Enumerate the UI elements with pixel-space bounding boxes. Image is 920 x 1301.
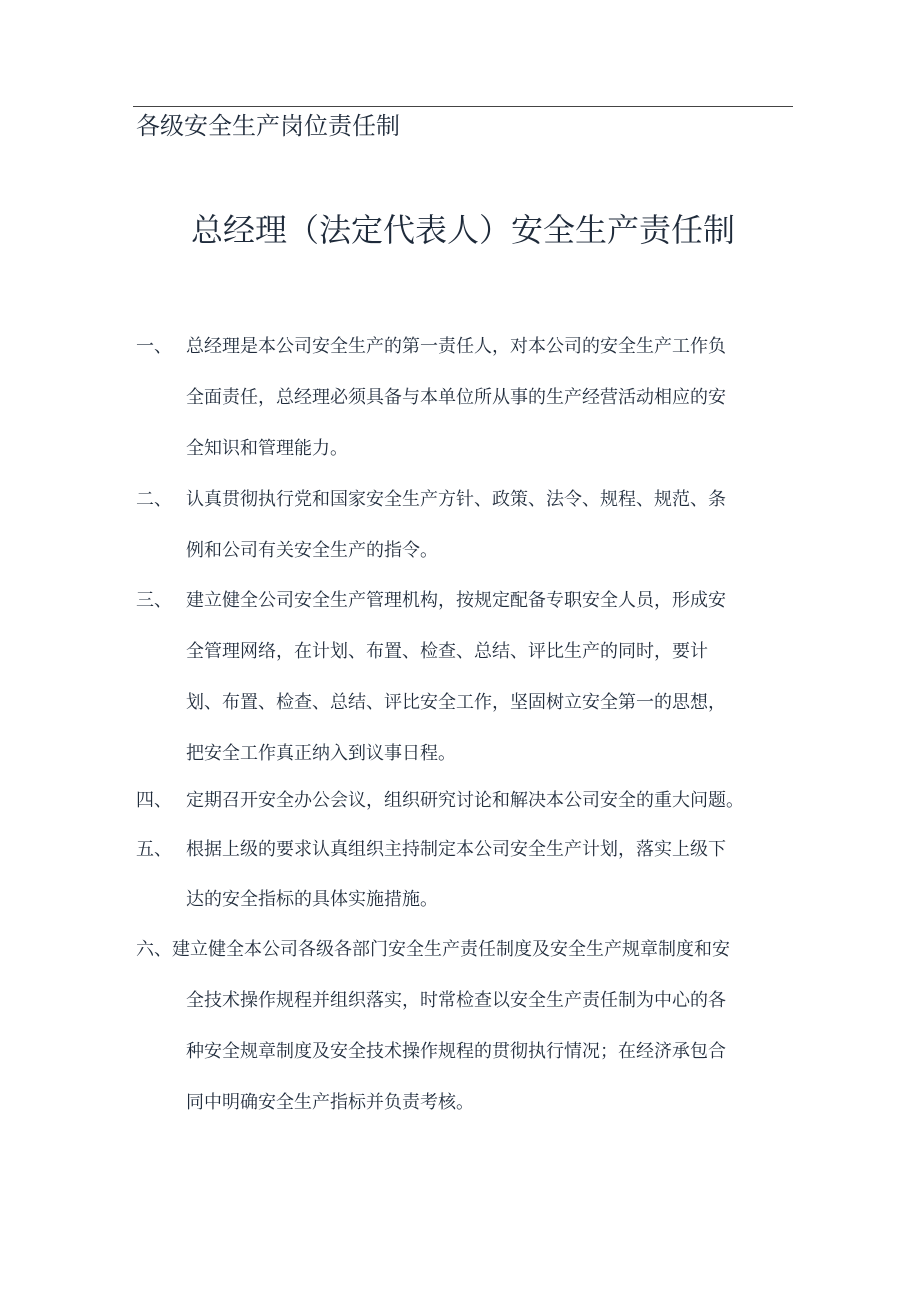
clause-number: 二、 (136, 489, 172, 510)
clause-number: 四、 (136, 790, 172, 811)
clause-line: 定期召开安全办公会议，组织研究讨论和解决本公司安全的重大问题。 (186, 790, 744, 811)
clause-line: 总经理是本公司安全生产的第一责任人，对本公司的安全生产工作负 (186, 336, 726, 357)
clause-line: 建立健全公司安全生产管理机构，按规定配备专职安全人员，形成安 (186, 590, 726, 611)
clause-line: 达的安全指标的具体实施措施。 (186, 889, 438, 910)
header-rule (133, 106, 793, 107)
clause-line: 全面责任，总经理必须具备与本单位所从事的生产经营活动相应的安 (186, 387, 726, 408)
clause-line: 划、布置、检查、总结、评比安全工作，坚固树立安全第一的思想， (186, 692, 726, 713)
clause-line: 全技术操作规程并组织落实，时常检查以安全生产责任制为中心的各 (186, 990, 726, 1011)
clause-line: 全知识和管理能力。 (186, 438, 348, 459)
clause-line: 同中明确安全生产指标并负责考核。 (186, 1092, 474, 1113)
clause-line: 例和公司有关安全生产的指令。 (186, 540, 438, 561)
clause-line: 种安全规章制度及安全技术操作规程的贯彻执行情况；在经济承包合 (186, 1041, 726, 1062)
clause-line: 全管理网络，在计划、布置、检查、总结、评比生产的同时，要计 (186, 641, 708, 662)
clause-number: 三、 (136, 590, 172, 611)
clause-number: 一、 (136, 336, 172, 357)
clause-number: 五、 (136, 839, 172, 860)
clause-first-line: 六、建立健全本公司各级各部门安全生产责任制度及安全生产规章制度和安 (136, 939, 730, 960)
header-title: 各级安全生产岗位责任制 (136, 112, 400, 140)
clause-line: 认真贯彻执行党和国家安全生产方针、政策、法令、规程、规范、条 (186, 489, 726, 510)
clause-line: 根据上级的要求认真组织主持制定本公司安全生产计划，落实上级下 (186, 839, 726, 860)
document-title: 总经理（法定代表人）安全生产责任制 (190, 211, 735, 249)
clause-line: 把安全工作真正纳入到议事日程。 (186, 743, 456, 764)
